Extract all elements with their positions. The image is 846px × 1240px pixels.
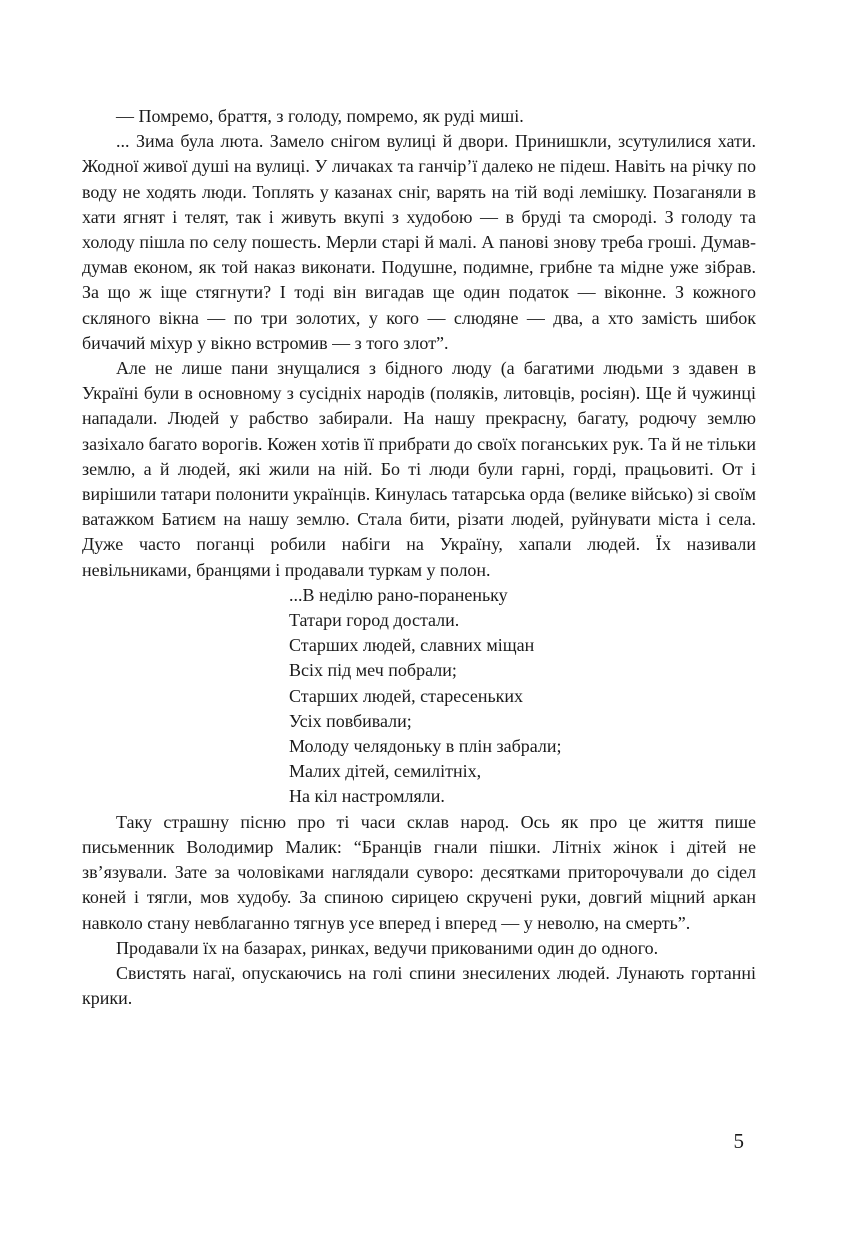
paragraph-4: Таку страшну пісню про ті часи склав народ. Ось як про це життя пише письменник Володимир Малик: “Бранців гнали пішки. Літніх жінок і дітей не зв’язували. Зате за чоловіками наглядали суворо: десятками приторочували до сідел коней і тягли, мов худобу. За спиною сирицею скручені руки, довгий міцний аркан навколо стану невблаганно тягнув усе вперед і вперед — у неволю, на смерть”. xyxy=(82,811,756,933)
paragraph-6: Свистять нагаї, опускаючись на голі спини знесилених людей. Лунають гортанні крики. xyxy=(82,962,756,1009)
poem-line-4: Всіх під меч побрали; xyxy=(289,660,457,681)
poem-line-3: Старших людей, славних міщан xyxy=(289,635,535,656)
page-body-text xyxy=(82,104,756,1011)
paragraph-2: ... Зима була люта. Замело снігом вулиці й двори. Принишкли, зсутулилися хати. Жодної живої душі на вулиці. У личаках та ганчір’ї далеко не підеш. Навіть на річку по воду не ходять люди. Топлять у казанах сніг, варять на тій воді лемішку. Позаганяли в хати ягнят і телят, так і живуть вкупі з худобою — в бруді та смороді. З голоду та холоду пішла по селу пошесть. Мерли старі й малі. А панові знову треба гроші. Думав-думав економ, як той наказ виконати. Подушне, подимне, грибне та мідне уже зібрав. За що ж іще стягнути? І тоді він вигадав ще один податок — віконне. З кожного скляного вікна — по три золотих, у кого — слюдяне — два, а хто замість шибок бичачий міхур у вікно встромив — з того злот”. xyxy=(82,131,756,353)
paragraph-5: Продавали їх на базарах, ринках, ведучи прикованими один до одного. xyxy=(116,937,659,958)
poem-line-7: Молоду челядоньку в плін забрали; xyxy=(289,736,562,757)
page-number: 5 xyxy=(733,1129,744,1153)
poem-quote xyxy=(82,583,756,810)
poem-line-1: ...В неділю рано-пораненьку xyxy=(289,584,508,605)
paragraph-1: — Помремо, браття, з голоду, помремо, як руді миші. xyxy=(116,106,524,126)
poem-line-2: Татари город достали. xyxy=(289,610,460,631)
poem-line-5: Старших людей, старесеньких xyxy=(289,685,524,706)
poem-line-8: Малих дітей, семилітніх, xyxy=(289,761,482,782)
paragraph-3: Але не лише пани знущалися з бідного люду (а багатими людьми з здавен в Україні були в основному з сусідніх народів (поляків, литовців, росіян). Ще й чужинці нападали. Людей у рабство забирали. На нашу прекрасну, багату, родючу землю зазіхало багато ворогів. Кожен хотів її прибрати до своїх поганських рук. Та й не тільки землю, а й людей, які жили на ній. Бо ті люди були гарні, горді, працьовиті. От і вирішили татари полонити українців. Кинулась татарська орда (велике військо) зі своїм ватажком Батиєм на нашу землю. Стала бити, різати людей, руйнувати міста і села. Дуже часто поганці робили набіги на Україну, хапали людей. Їх називали невільниками, бранцями і продавали туркам у полон. xyxy=(82,358,756,580)
poem-line-6: Усіх повбивали; xyxy=(289,710,412,731)
poem-line-9: На кіл настромляли. xyxy=(289,786,445,807)
